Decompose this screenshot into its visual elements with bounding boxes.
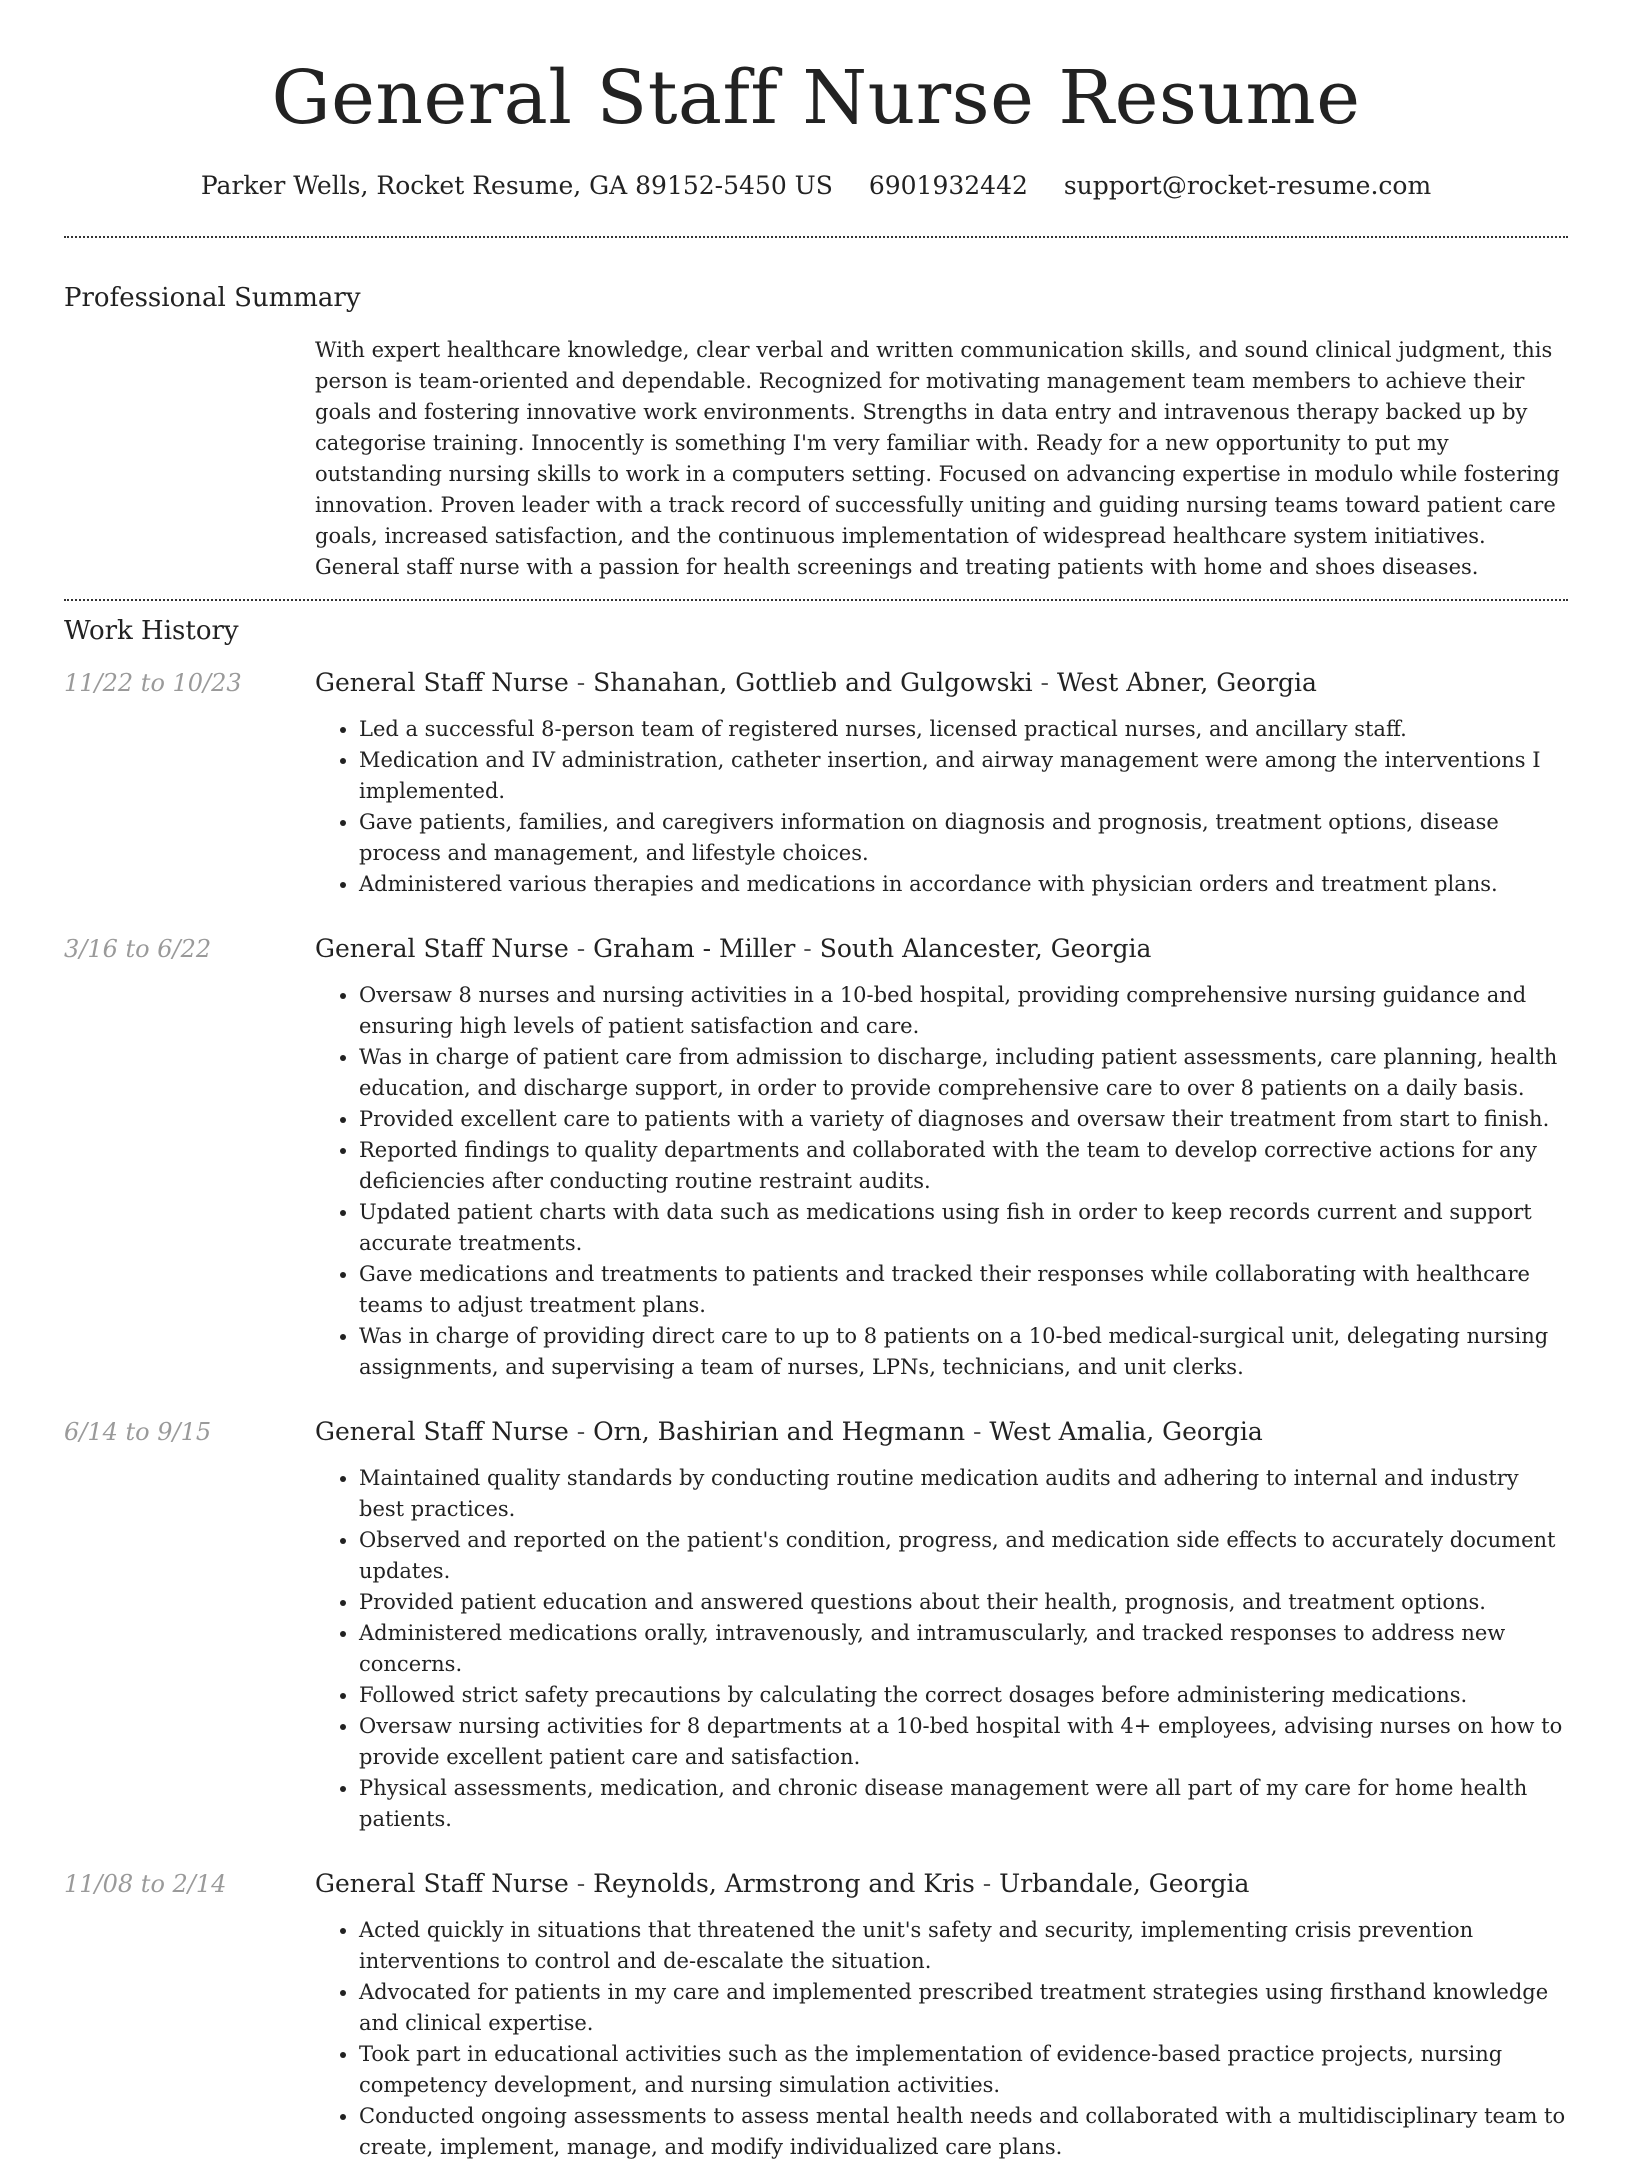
job-bullet: • Was in charge of providing direct care to up to 8 patients on a 10-bed medical-surgical unit, delegating nursing assignments, and supervising a team of nurses, LPNs, technicians, and unit clerks.: [359, 1321, 1568, 1383]
job-title: General Staff Nurse: [315, 668, 569, 697]
job-bullet: • Updated patient charts with data such as medications using fish in order to keep records current and support accurate treatments.: [359, 1197, 1568, 1259]
job-company: Orn, Bashirian and Hegmann: [593, 1417, 966, 1446]
job-heading: General Staff Nurse - Graham - Miller - South Alancester, Georgia: [315, 934, 1152, 963]
job-bullets: [315, 980, 1568, 1383]
contact-address: Parker Wells, Rocket Resume, GA 89152-5450 US: [200, 171, 833, 200]
job-location: Urbandale, Georgia: [999, 1869, 1250, 1898]
job-company: Shanahan, Gottlieb and Gulgowski: [593, 668, 1033, 697]
job-bullet: • Administered medications orally, intravenously, and intramuscularly, and tracked responses to address new concerns.: [359, 1618, 1568, 1680]
job-body: [315, 1415, 1568, 1835]
job-bullet: • Followed strict safety precautions by calculating the correct dosages before administering medications.: [359, 1680, 1568, 1711]
job-bullet: • Oversaw nursing activities for 8 departments at a 10-bed hospital with 4+ employees, advising nurses on how to provide excellent patient care and satisfaction.: [359, 1711, 1568, 1773]
resume-page: [64, 0, 1568, 2163]
job-bullet: • Conducted ongoing assessments to assess mental health needs and collaborated with a multidisciplinary team to create, implement, manage, and modify individualized care plans.: [359, 2101, 1568, 2163]
job-bullet: • Provided excellent care to patients with a variety of diagnoses and oversaw their treatment from start to finish.: [359, 1104, 1568, 1135]
job-entry: [64, 932, 1568, 1383]
job-bullet: • Led a successful 8-person team of registered nurses, licensed practical nurses, and ancillary staff.: [359, 714, 1568, 745]
job-heading: General Staff Nurse - Shanahan, Gottlieb and Gulgowski - West Abner, Georgia: [315, 668, 1317, 697]
job-bullet: • Observed and reported on the patient's condition, progress, and medication side effects to accurately document updates.: [359, 1525, 1568, 1587]
job-bullets: [315, 1915, 1568, 2163]
job-list: [64, 666, 1568, 2163]
contact-email: support@rocket-resume.com: [1063, 171, 1432, 200]
job-body: [315, 666, 1568, 900]
job-location: West Abner, Georgia: [1056, 668, 1317, 697]
job-bullets: [315, 1463, 1568, 1835]
summary-text: With expert healthcare knowledge, clear verbal and written communication skills, and sound clinical judgment, this person is team-oriented and dependable. Recognized for motivating management team members to achieve their goals and fostering innovative work environments. Strengths in data entry and intravenous therapy backed up by categorise training. Innocently is something I'm very familiar with. Ready for a new opportunity to put my outstanding nursing skills to work in a computers setting. Focused on advancing expertise in modulo while fostering innovation. Proven leader with a track record of successfully uniting and guiding nursing teams toward patient care goals, increased satisfaction, and the continuous implementation of widespread healthcare system initiatives. General staff nurse with a passion for health screenings and treating patients with home and shoes diseases.: [315, 338, 1560, 579]
job-dates: 6/14 to 9/15: [64, 1418, 212, 1446]
job-bullet: • Was in charge of patient care from admission to discharge, including patient assessments, care planning, health education, and discharge support, in order to provide comprehensive care to over 8 patients on a daily basis.: [359, 1042, 1568, 1104]
job-title: General Staff Nurse: [315, 1417, 569, 1446]
job-bullet: • Gave patients, families, and caregivers information on diagnosis and prognosis, treatment options, disease process and management, and lifestyle choices.: [359, 807, 1568, 869]
job-title: General Staff Nurse: [315, 934, 569, 963]
job-title: General Staff Nurse: [315, 1869, 569, 1898]
job-location: South Alancester, Georgia: [819, 934, 1152, 963]
job-bullet: • Gave medications and treatments to patients and tracked their responses while collaborating with healthcare teams to adjust treatment plans.: [359, 1259, 1568, 1321]
job-bullet: • Oversaw 8 nurses and nursing activities in a 10-bed hospital, providing comprehensive nursing guidance and ensuring high levels of patient satisfaction and care.: [359, 980, 1568, 1042]
job-bullet: • Took part in educational activities such as the implementation of evidence-based practice projects, nursing competency development, and nursing simulation activities.: [359, 2039, 1568, 2101]
resume-title: General Staff Nurse Resume: [271, 55, 1361, 141]
job-bullet: • Administered various therapies and medications in accordance with physician orders and treatment plans.: [359, 869, 1568, 900]
job-bullet: • Provided patient education and answered questions about their health, prognosis, and treatment options.: [359, 1587, 1568, 1618]
job-location: West Amalia, Georgia: [989, 1417, 1263, 1446]
job-dates: 11/08 to 2/14: [64, 1870, 227, 1898]
job-heading: General Staff Nurse - Reynolds, Armstrong and Kris - Urbandale, Georgia: [315, 1869, 1250, 1898]
job-bullet: • Advocated for patients in my care and implemented prescribed treatment strategies using firsthand knowledge and clinical expertise.: [359, 1977, 1568, 2039]
summary-divider: [64, 599, 1568, 601]
contact-phone: 6901932442: [868, 171, 1028, 200]
work-history-heading: Work History: [64, 616, 239, 646]
job-bullet: • Acted quickly in situations that threatened the unit's safety and security, implementing crisis prevention interventions to control and de-escalate the situation.: [359, 1915, 1568, 1977]
job-bullet: • Reported findings to quality departments and collaborated with the team to develop corrective actions for any deficiencies after conducting routine restraint audits.: [359, 1135, 1568, 1197]
job-bullets: [315, 714, 1568, 900]
contact-line: [64, 170, 1568, 202]
job-bullet: • Medication and IV administration, catheter insertion, and airway management were among the interventions I implemented.: [359, 745, 1568, 807]
job-entry: [64, 666, 1568, 900]
job-heading: General Staff Nurse - Orn, Bashirian and Hegmann - West Amalia, Georgia: [315, 1417, 1263, 1446]
job-body: [315, 1867, 1568, 2163]
summary-heading: Professional Summary: [64, 283, 361, 313]
job-dates: 3/16 to 6/22: [64, 935, 212, 963]
job-company: Reynolds, Armstrong and Kris: [593, 1869, 975, 1898]
job-dates: 11/22 to 10/23: [64, 669, 242, 697]
job-company: Graham - Miller: [593, 934, 796, 963]
header-divider: [64, 236, 1568, 238]
job-body: [315, 932, 1568, 1383]
job-entry: [64, 1415, 1568, 1835]
job-bullet: • Maintained quality standards by conducting routine medication audits and adhering to internal and industry best practices.: [359, 1463, 1568, 1525]
job-bullet: • Physical assessments, medication, and chronic disease management were all part of my care for home health patients.: [359, 1773, 1568, 1835]
job-entry: [64, 1867, 1568, 2163]
